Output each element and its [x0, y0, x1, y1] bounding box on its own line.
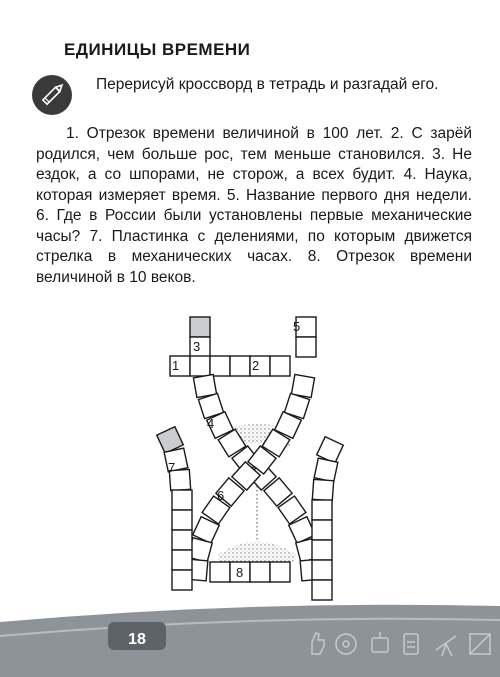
clue-list: 1. Отрезок времени величиной в 100 лет. 2. С зарёй родился, чем больше рос, тем меньше становился. 3. Не ездок, а со шпорами, не сторож, а всех будит. 4. Наука, которая измеряет время. 5. Название первого дня недели. 6. Где в России были установлены первые механические часы? 7. Пластинка с делениями, по которым движется стрелка в механических часах. 8. Отрезок времени величиной в 10 веков.: [36, 125, 472, 286]
crossword-cell: [296, 337, 316, 357]
clipboard-icon: [404, 634, 418, 654]
puzzle-icon: [336, 634, 356, 654]
crossword-cell: [230, 356, 250, 376]
pencil-ruler-icon: [470, 634, 490, 654]
page-title: ЕДИНИЦЫ ВРЕМЕНИ: [64, 40, 251, 59]
crossword-label: 7: [168, 460, 176, 475]
crossword-cell: [312, 479, 333, 500]
crossword-cell: [172, 510, 192, 530]
crossword-label: 3: [193, 339, 201, 354]
footer-icon-strip: [300, 622, 500, 662]
crossword-cell: [314, 458, 338, 482]
sand-lower: [218, 542, 296, 563]
crossword-cell: [190, 356, 210, 376]
crossword-label: 4: [207, 416, 215, 431]
task-text: Перерисуй кроссворд в тетрадь и разгадай его.: [96, 76, 439, 93]
crossword-cell: [312, 500, 332, 520]
crossword-cell: [172, 490, 192, 510]
crossword-cell: [210, 562, 230, 582]
crossword-label: 6: [217, 488, 225, 503]
pencil-icon: [32, 75, 72, 115]
crossword-cell: [312, 560, 332, 580]
crossword-cell: [312, 580, 332, 600]
page-number: 18: [128, 631, 146, 648]
crossword-cell: [312, 520, 332, 540]
crossword-label: 2: [252, 358, 260, 373]
crossword-label: 1: [172, 358, 180, 373]
crossword-cell: [172, 550, 192, 570]
crossword-cell: [172, 530, 192, 550]
robot-icon: [372, 632, 388, 652]
crossword-cell: [270, 562, 290, 582]
task-instruction: [96, 74, 470, 95]
crossword-label: 8: [236, 565, 244, 580]
hourglass-crossword: [0, 300, 500, 620]
crossword-cell: [270, 356, 290, 376]
crossword-cell: [190, 317, 210, 337]
telescope-icon: [436, 636, 456, 656]
crossword-cell: [210, 356, 230, 376]
crossword-cell: [312, 540, 332, 560]
crossword-label: 5: [293, 319, 301, 334]
crossword-cell: [250, 562, 270, 582]
thumbs-up-icon: [312, 633, 324, 654]
crossword-cell: [172, 570, 192, 590]
